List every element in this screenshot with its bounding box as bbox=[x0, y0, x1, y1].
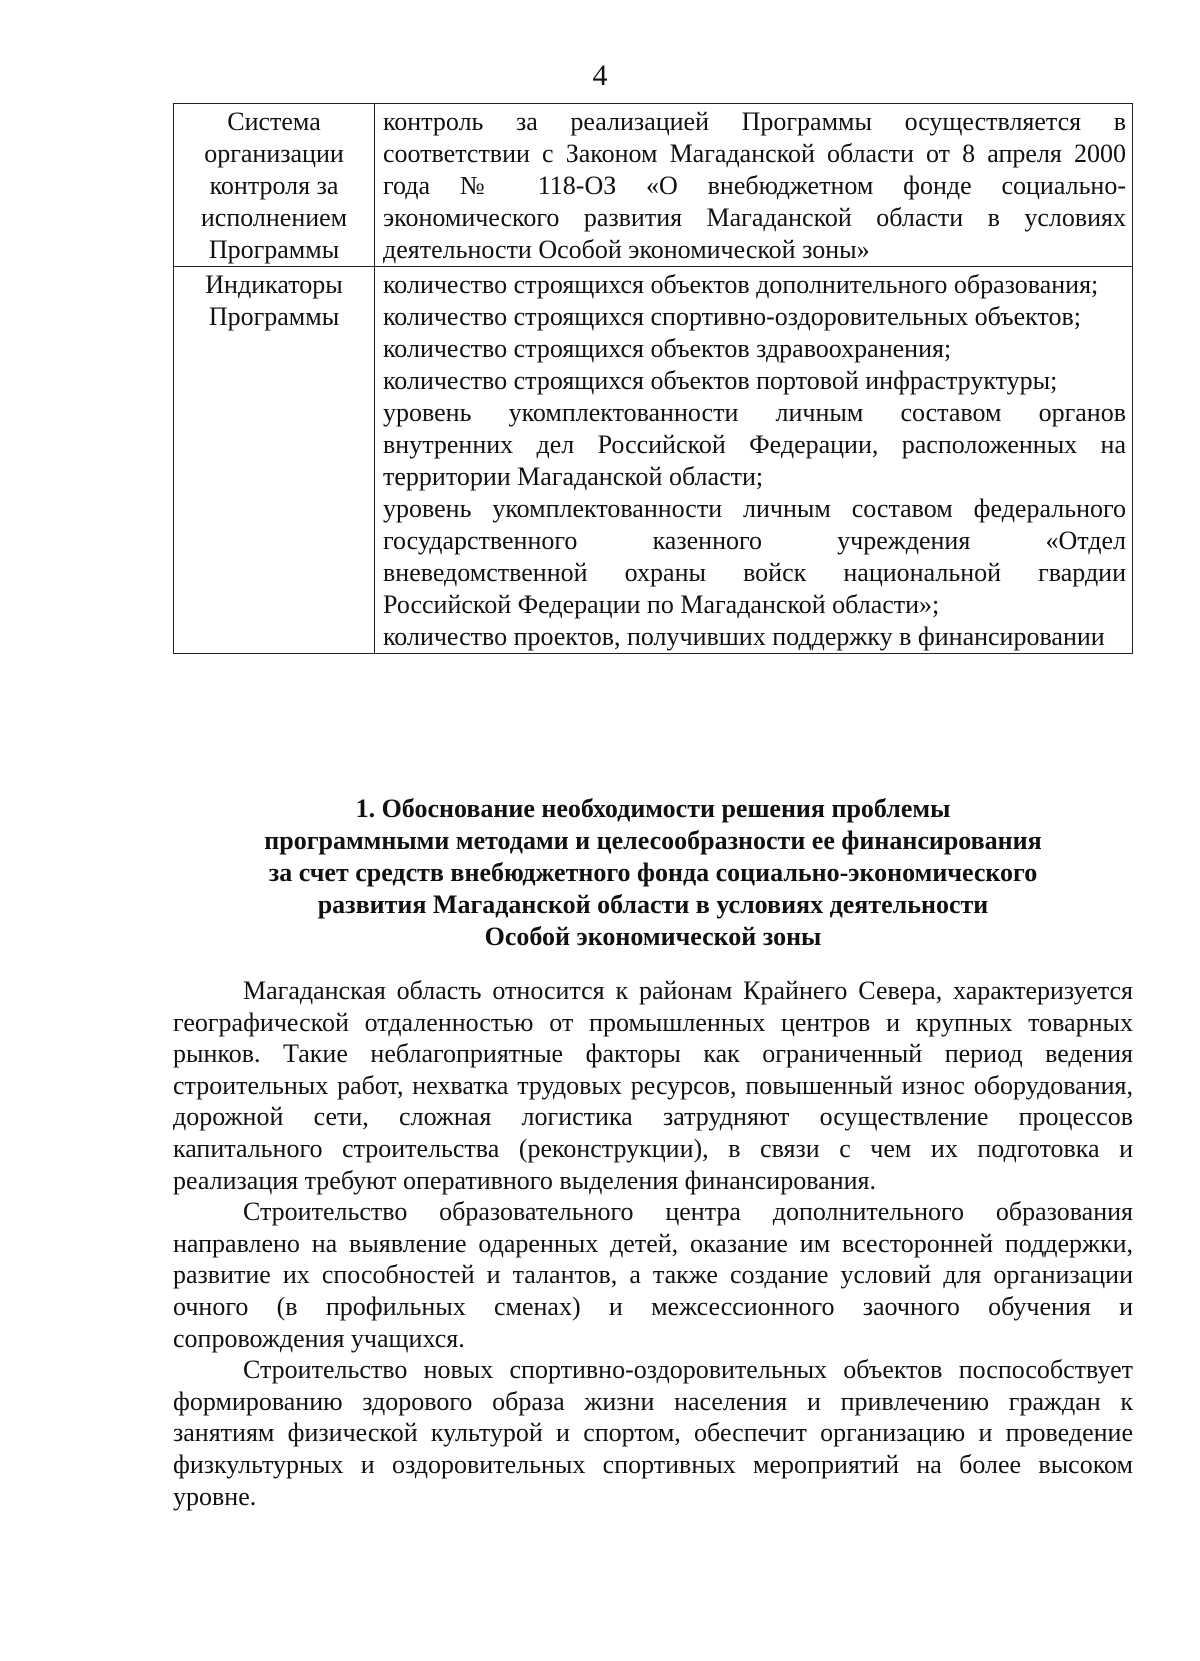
program-passport-table bbox=[173, 103, 1133, 654]
row-label-control-system: Система организации контроля за исполнением Программы bbox=[174, 104, 375, 267]
table-row-indicators bbox=[174, 267, 1133, 654]
control-system-text: контроль за реализацией Программы осуществляется в соответствии с Законом Магаданской области от 8 апреля 2000 года № 118-ОЗ «О внебюджетном фонде социально-экономического развития Магаданской области в условиях деятельности Особой экономической зоны» bbox=[383, 107, 1126, 264]
section-heading bbox=[173, 793, 1133, 953]
row-label-indicators: Индикаторы Программы bbox=[174, 267, 375, 654]
row-value-indicators bbox=[375, 267, 1133, 654]
table-row-control-system bbox=[174, 104, 1133, 267]
indicator-item: уровень укомплектованности личным составом органов внутренних дел Российской Федерации, расположенных на территории Магаданской области; bbox=[383, 398, 1126, 491]
section-heading-line: программными методами и целесообразности ее финансирования bbox=[264, 826, 1042, 855]
row-value-control-system bbox=[375, 104, 1133, 267]
section-heading-line: за счет средств внебюджетного фонда социально-экономического bbox=[268, 858, 1038, 887]
section-heading-line: 1. Обоснование необходимости решения проблемы bbox=[355, 794, 951, 823]
indicator-item: количество строящихся объектов портовой инфраструктуры; bbox=[383, 366, 1058, 395]
paragraph: Строительство образовательного центра дополнительного образования направлено на выявление одаренных детей, оказание им всесторонней поддержки, развитие их способностей и талантов, а также создание условий для организации очного (в профильных сменах) и межсессионного заочного обучения и сопровождения учащихся. bbox=[173, 1197, 1133, 1353]
indicator-item: количество проектов, получивших поддержку в финансировании bbox=[383, 622, 1105, 651]
indicator-item: количество строящихся спортивно-оздоровительных объектов; bbox=[383, 302, 1081, 331]
page-number: 4 bbox=[592, 59, 608, 92]
paragraph: Магаданская область относится к районам Крайнего Севера, характеризуется географической отдаленностью от промышленных центров и крупных товарных рынков. Такие неблагоприятные факторы как ограниченный период ведения строительных работ, нехватка трудовых ресурсов, повышенный износ оборудования, дорожной сети, сложная логистика затрудняют осуществление процессов капитального строительства (реконструкции), в связи с чем их подготовка и реализация требуют оперативного выделения финансирования. bbox=[173, 976, 1133, 1195]
section-heading-line: Особой экономической зоны bbox=[484, 922, 822, 951]
indicator-item: количество строящихся объектов здравоохранения; bbox=[383, 334, 952, 363]
indicator-item: уровень укомплектованности личным составом федерального государственного казенного учреждения «Отдел вневедомственной охраны войск национальной гвардии Российской Федерации по Магаданской области»; bbox=[383, 494, 1126, 619]
indicator-item: количество строящихся объектов дополнительного образования; bbox=[383, 270, 1099, 299]
section-heading-line: развития Магаданской области в условиях деятельности bbox=[317, 890, 989, 919]
paragraph: Строительство новых спортивно-оздоровительных объектов поспособствует формированию здорового образа жизни населения и привлечению граждан к занятиям физической культурой и спортом, обеспечит организацию и проведение физкультурных и оздоровительных спортивных мероприятий на более высоком уровне. bbox=[173, 1355, 1133, 1511]
section-body bbox=[173, 975, 1133, 1512]
